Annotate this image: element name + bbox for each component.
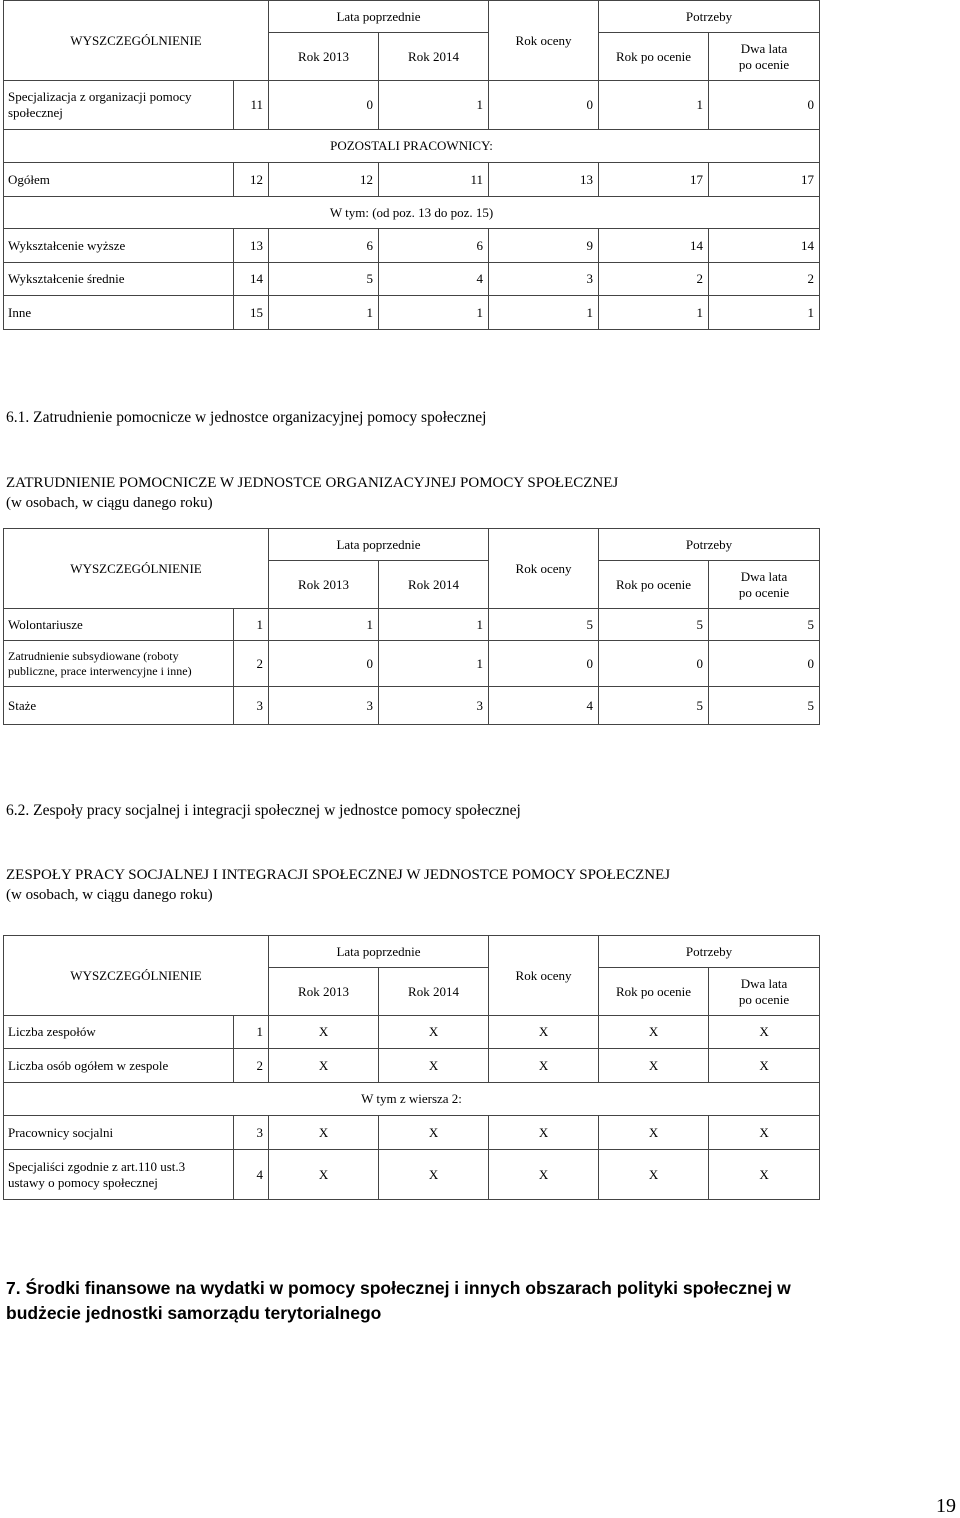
row-number: 14	[234, 263, 269, 296]
cell-rok-2014: X	[379, 1150, 489, 1200]
header-dwa-lata	[709, 33, 820, 81]
cell-rok-po-ocenie: 5	[599, 687, 709, 725]
cell-dwa-lata: X	[709, 1016, 820, 1049]
header-wyszczegolnienie: WYSZCZEGÓLNIENIE	[4, 1, 269, 81]
cell-rok-po-ocenie: X	[599, 1016, 709, 1049]
cell-rok-2014: 4	[379, 263, 489, 296]
cell-dwa-lata: 5	[709, 687, 820, 725]
header-lata-poprzednie: Lata poprzednie	[269, 936, 489, 968]
cell-dwa-lata: X	[709, 1116, 820, 1150]
header-wyszczegolnienie: WYSZCZEGÓLNIENIE	[4, 529, 269, 609]
header-lata-poprzednie: Lata poprzednie	[269, 529, 489, 561]
cell-dwa-lata: X	[709, 1049, 820, 1083]
table-staff-pozostali	[3, 0, 820, 330]
row-number: 1	[234, 609, 269, 641]
cell-rok-2014: 3	[379, 687, 489, 725]
cell-rok-oceny: X	[489, 1150, 599, 1200]
cell-rok-2013: 3	[269, 687, 379, 725]
row-label: Liczba zespołów	[4, 1016, 234, 1049]
header-dwa-lata	[709, 968, 820, 1016]
row-label: Liczba osób ogółem w zespole	[4, 1049, 234, 1083]
cell-dwa-lata: 14	[709, 229, 820, 263]
cell-rok-po-ocenie: 2	[599, 263, 709, 296]
cell-rok-oceny: 0	[489, 81, 599, 130]
section-heading-7-line2: budżecie jednostki samorządu terytorialnego	[6, 1303, 382, 1323]
cell-rok-po-ocenie: 5	[599, 609, 709, 641]
row-number: 2	[234, 641, 269, 687]
cell-rok-2014: X	[379, 1116, 489, 1150]
table-title-line2: (w osobach, w ciągu danego roku)	[6, 495, 213, 511]
cell-rok-2013: 0	[269, 81, 379, 130]
section-pozostali-pracownicy: POZOSTALI PRACOWNICY:	[4, 130, 820, 163]
cell-rok-2014: 11	[379, 163, 489, 197]
cell-rok-2014: 1	[379, 641, 489, 687]
table-row	[4, 609, 820, 641]
header-wyszczegolnienie: WYSZCZEGÓLNIENIE	[4, 936, 269, 1016]
cell-rok-oceny: 4	[489, 687, 599, 725]
table-title-zespoly	[6, 865, 670, 905]
table-row	[4, 1150, 820, 1200]
cell-rok-oceny: X	[489, 1016, 599, 1049]
table-row	[4, 229, 820, 263]
header-rok-po-ocenie: Rok po ocenie	[599, 561, 709, 609]
row-label: Wolontariusze	[4, 609, 234, 641]
table-title-line1: ZATRUDNIENIE POMOCNICZE W JEDNOSTCE ORGANIZACYJNEJ POMOCY SPOŁECZNEJ	[6, 475, 619, 491]
cell-rok-2013: 1	[269, 296, 379, 330]
cell-rok-oceny: 9	[489, 229, 599, 263]
cell-rok-2013: 12	[269, 163, 379, 197]
table-row	[4, 163, 820, 197]
cell-rok-2013: 0	[269, 641, 379, 687]
header-dwa-lata-line1: Dwa lata	[740, 568, 788, 584]
cell-dwa-lata: 0	[709, 641, 820, 687]
cell-rok-po-ocenie: X	[599, 1049, 709, 1083]
header-rok-2014: Rok 2014	[379, 561, 489, 609]
cell-rok-oceny: 0	[489, 641, 599, 687]
row-number: 1	[234, 1016, 269, 1049]
header-rok-2014: Rok 2014	[379, 33, 489, 81]
table-row	[4, 1116, 820, 1150]
cell-rok-oceny: 1	[489, 296, 599, 330]
cell-dwa-lata: 0	[709, 81, 820, 130]
header-dwa-lata-line2: po ocenie	[738, 56, 790, 72]
cell-rok-2013: 5	[269, 263, 379, 296]
section-heading-6-1: 6.1. Zatrudnienie pomocnicze w jednostce organizacyjnej pomocy społecznej	[6, 409, 487, 426]
table-title-line2: (w osobach, w ciągu danego roku)	[6, 887, 213, 903]
header-rok-2013: Rok 2013	[269, 968, 379, 1016]
row-number: 4	[234, 1150, 269, 1200]
header-rok-oceny: Rok oceny	[489, 1, 599, 81]
row-label: Wykształcenie wyższe	[4, 229, 234, 263]
row-number: 2	[234, 1049, 269, 1083]
cell-rok-2014: 6	[379, 229, 489, 263]
header-rok-oceny: Rok oceny	[489, 936, 599, 1016]
table-title-line1: ZESPOŁY PRACY SOCJALNEJ I INTEGRACJI SPOŁECZNEJ W JEDNOSTCE POMOCY SPOŁECZNEJ	[6, 867, 671, 883]
header-rok-2014: Rok 2014	[379, 968, 489, 1016]
row-label: Pracownicy socjalni	[4, 1116, 234, 1150]
header-rok-po-ocenie: Rok po ocenie	[599, 968, 709, 1016]
cell-rok-2014: 1	[379, 609, 489, 641]
cell-rok-oceny: X	[489, 1116, 599, 1150]
cell-rok-2013: X	[269, 1116, 379, 1150]
header-rok-oceny: Rok oceny	[489, 529, 599, 609]
header-potrzeby: Potrzeby	[599, 936, 820, 968]
header-potrzeby: Potrzeby	[599, 1, 820, 33]
cell-rok-oceny: X	[489, 1049, 599, 1083]
section-w-tym: W tym: (od poz. 13 do poz. 15)	[4, 197, 820, 229]
cell-rok-oceny: 5	[489, 609, 599, 641]
row-label	[4, 81, 234, 130]
cell-dwa-lata: 5	[709, 609, 820, 641]
cell-dwa-lata: 2	[709, 263, 820, 296]
cell-rok-po-ocenie: 17	[599, 163, 709, 197]
cell-dwa-lata: 17	[709, 163, 820, 197]
cell-rok-2014: X	[379, 1016, 489, 1049]
row-number: 13	[234, 229, 269, 263]
row-number: 3	[234, 1116, 269, 1150]
cell-rok-2014: 1	[379, 296, 489, 330]
row-label: Staże	[4, 687, 234, 725]
row-label-line1: Zatrudnienie subsydiowane (roboty	[8, 648, 179, 663]
cell-rok-oceny: 3	[489, 263, 599, 296]
table-row	[4, 81, 820, 130]
cell-rok-2013: X	[269, 1150, 379, 1200]
header-rok-2013: Rok 2013	[269, 561, 379, 609]
header-dwa-lata	[709, 561, 820, 609]
row-label-line1: Specjaliści zgodnie z art.110 ust.3	[8, 1158, 186, 1174]
row-label	[4, 1150, 234, 1200]
header-dwa-lata-line1: Dwa lata	[740, 975, 788, 991]
table-zatrudnienie-pomocnicze	[3, 528, 820, 725]
table-row	[4, 263, 820, 296]
row-label-line2: publiczne, prace interwencyjne i inne)	[8, 663, 192, 678]
header-rok-po-ocenie: Rok po ocenie	[599, 33, 709, 81]
header-dwa-lata-line1: Dwa lata	[740, 40, 788, 56]
cell-rok-oceny: 13	[489, 163, 599, 197]
row-number: 12	[234, 163, 269, 197]
table-title-zatrudnienie-pomocnicze	[6, 473, 618, 513]
row-number: 3	[234, 687, 269, 725]
table-row	[4, 1016, 820, 1049]
cell-rok-2013: X	[269, 1016, 379, 1049]
cell-rok-po-ocenie: 0	[599, 641, 709, 687]
cell-rok-2013: 1	[269, 609, 379, 641]
cell-rok-2013: 6	[269, 229, 379, 263]
header-dwa-lata-line2: po ocenie	[738, 991, 790, 1007]
header-lata-poprzednie: Lata poprzednie	[269, 1, 489, 33]
cell-rok-2014: 1	[379, 81, 489, 130]
cell-rok-po-ocenie: 1	[599, 296, 709, 330]
row-label-line2: ustawy o pomocy społecznej	[8, 1174, 158, 1190]
cell-rok-po-ocenie: X	[599, 1150, 709, 1200]
cell-rok-po-ocenie: X	[599, 1116, 709, 1150]
table-zespoly-pracy-socjalnej	[3, 935, 820, 1200]
cell-rok-po-ocenie: 1	[599, 81, 709, 130]
page-number: 19	[936, 1495, 956, 1517]
header-dwa-lata-line2: po ocenie	[738, 584, 790, 600]
section-heading-6-2: 6.2. Zespoły pracy socjalnej i integracji społecznej w jednostce pomocy społecznej	[6, 802, 521, 819]
cell-rok-po-ocenie: 14	[599, 229, 709, 263]
cell-dwa-lata: X	[709, 1150, 820, 1200]
row-label-line2: społecznej	[8, 105, 63, 120]
table-row	[4, 687, 820, 725]
row-label	[4, 641, 234, 687]
table-row	[4, 1049, 820, 1083]
cell-rok-2014: X	[379, 1049, 489, 1083]
header-potrzeby: Potrzeby	[599, 529, 820, 561]
section-w-tym-z-wiersza: W tym z wiersza 2:	[4, 1083, 820, 1116]
row-label-line1: Specjalizacja z organizacji pomocy	[8, 89, 192, 104]
header-rok-2013: Rok 2013	[269, 33, 379, 81]
section-heading-7-line1: 7. Środki finansowe na wydatki w pomocy społecznej i innych obszarach polityki społecznej w	[6, 1278, 791, 1298]
table-row	[4, 296, 820, 330]
row-number: 15	[234, 296, 269, 330]
section-heading-7	[6, 1276, 906, 1326]
row-label: Wykształcenie średnie	[4, 263, 234, 296]
row-label: Inne	[4, 296, 234, 330]
row-number: 11	[234, 81, 269, 130]
table-row	[4, 641, 820, 687]
row-label: Ogółem	[4, 163, 234, 197]
cell-rok-2013: X	[269, 1049, 379, 1083]
cell-dwa-lata: 1	[709, 296, 820, 330]
